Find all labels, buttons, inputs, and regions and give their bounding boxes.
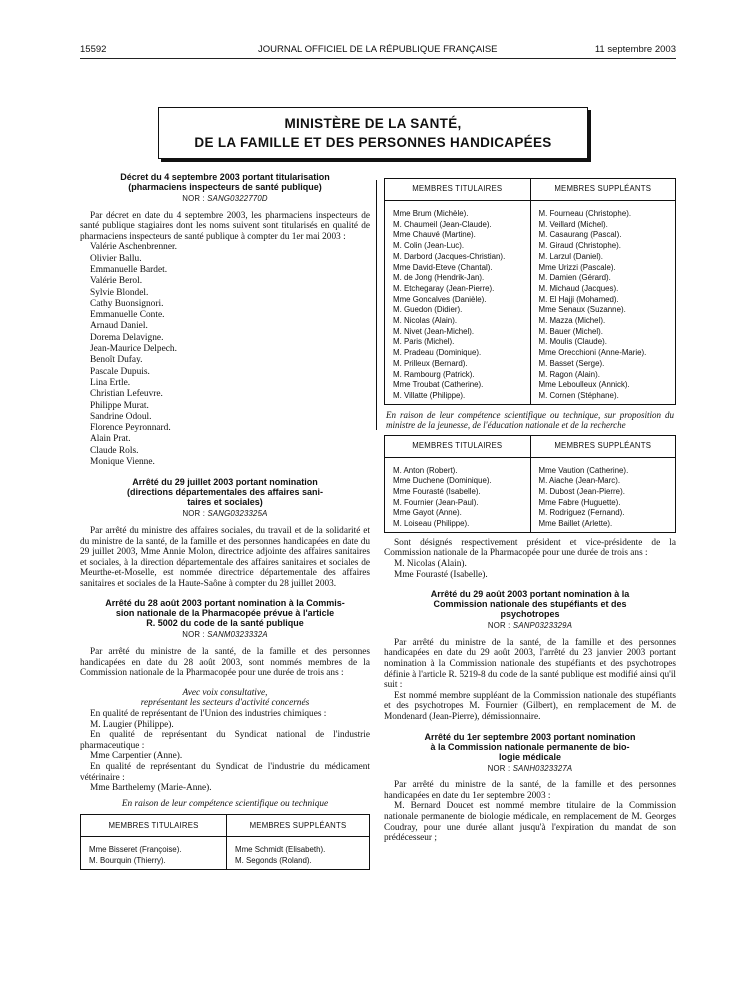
list-item: Emmanuelle Conte. bbox=[90, 310, 165, 321]
list-item: Olivier Ballu. bbox=[90, 253, 142, 264]
arrete1-title: Arrêté du 29 juillet 2003 portant nomination (directions départementales des affaires sani- taires et sociales) bbox=[126, 477, 324, 508]
arrete4-body-2: M. Bernard Doucet est nommé membre titulaire de la Commission nationale permanente de biologie médicale, en remplacement de M. Georges Coudray, pour une durée allant jusqu'à l'expiration du mandat de son prédécesseur ; bbox=[384, 801, 676, 844]
issue-date: 11 septembre 2003 bbox=[594, 44, 676, 55]
list-item: Monique Vienne. bbox=[90, 457, 155, 468]
rep-synd-pharma: En qualité de représentant du Syndicat national de l'industrie pharmaceutique : bbox=[80, 730, 370, 751]
list-item: Pascale Dupuis. bbox=[90, 366, 150, 377]
member-titulaire: Mme Troubat (Catherine). bbox=[393, 380, 484, 390]
member-titulaire: M. Colin (Jean-Luc). bbox=[393, 241, 465, 251]
arrete3-title: Arrêté du 29 août 2003 portant nomination à la Commission nationale des stupéfiants et des psychotropes bbox=[430, 589, 630, 620]
member-suppleant: M. Casaurang (Pascal). bbox=[538, 230, 622, 240]
arrete1-body: Par arrêté du ministre des affaires sociales, du travail et de la solidarité et du ministre de la santé, de la famille et des personnes handicapées en date du 29 juillet 2003, Mme Annie Molon, directrice adjointe des affaires sanitaires et sociales, à la direction départementale des affaires sanitaires et sociales de Meurthe-et-Moselle, est nommée directrice départementale des affaires sanitaires et sociales de la Haute-Saône à compter du 28 juillet 2003. bbox=[80, 525, 370, 589]
president-name: M. Nicolas (Alain). bbox=[394, 559, 467, 570]
member-titulaire: M. Guedon (Didier). bbox=[393, 305, 463, 315]
member-suppleant: M. Dubost (Jean-Pierre). bbox=[538, 487, 625, 497]
decret1-nor: NOR : SANG0322770D bbox=[182, 194, 268, 203]
member-suppleant: M. Veillard (Michel). bbox=[538, 219, 608, 229]
member-suppleant: M. Rodriguez (Fernand). bbox=[538, 508, 625, 518]
member-suppleant: M. Damien (Gérard). bbox=[538, 273, 611, 283]
member-suppleant: M. Giraud (Christophe). bbox=[538, 241, 621, 251]
right-column bbox=[384, 178, 676, 844]
ministry-line-2: DE LA FAMILLE ET DES PERSONNES HANDICAPÉES bbox=[194, 135, 552, 150]
member-titulaire: M. Chaumeil (Jean-Claude). bbox=[393, 219, 492, 229]
member-titulaire: M. Anton (Robert). bbox=[393, 465, 458, 475]
list-item: Christian Lefeuvre. bbox=[90, 389, 163, 400]
member-suppleant: M. El Hajji (Mohamed). bbox=[538, 294, 619, 304]
list-item: Dorema Delavigne. bbox=[90, 332, 164, 343]
member-suppleant: M. Aiache (Jean-Marc). bbox=[538, 476, 621, 486]
arrete3-nor: NOR : SANP0323329A bbox=[487, 621, 573, 631]
competence-heading: En raison de leur compétence scientifique ou technique bbox=[121, 798, 329, 809]
member-suppleant: Mme Orecchioni (Anne-Marie). bbox=[538, 348, 647, 358]
member-suppleant: M. Fourneau (Christophe). bbox=[538, 209, 632, 218]
decret1-name-list bbox=[80, 242, 370, 468]
member-titulaire: M. Fournier (Jean-Paul). bbox=[393, 497, 479, 507]
member-titulaire: M. Prilleux (Bernard). bbox=[393, 358, 468, 368]
rep-union-chimiques: En qualité de représentant de l'Union des industries chimiques : bbox=[90, 709, 327, 720]
member-titulaire: Mme Brum (Michèle). bbox=[393, 209, 469, 218]
column-divider bbox=[376, 180, 377, 430]
list-item: Cathy Buonsignori. bbox=[90, 298, 164, 309]
decret1-title: Décret du 4 septembre 2003 portant titularisation (pharmaciens inspecteurs de santé publique) bbox=[120, 172, 330, 192]
member-suppleant: M. Mazza (Michel). bbox=[538, 316, 606, 326]
member-suppleant: Mme Leboulleux (Annick). bbox=[538, 380, 630, 390]
member-suppleant: Mme Vaution (Catherine). bbox=[538, 465, 629, 475]
member-suppleant: M. Bauer (Michel). bbox=[538, 326, 603, 336]
arrete4-nor: NOR : SANH0323327A bbox=[487, 763, 573, 773]
member-suppleant: M. Cornen (Stéphane). bbox=[538, 390, 619, 400]
member-titulaire: M. Darbord (Jacques-Christian). bbox=[393, 251, 506, 261]
designes-text: Sont désignés respectivement président et vice-présidente de la Commission nationale de la Pharmacopée pour une durée de trois ans : bbox=[384, 537, 676, 559]
arrete1-nor: NOR : SANG0323325A bbox=[182, 509, 268, 519]
jeunesse-heading: En raison de leur compétence scientifique ou technique, sur proposition du ministre de la jeunesse, de l'éducation nationale et de la recherche bbox=[386, 409, 674, 430]
member-titulaire: Mme Gayot (Anne). bbox=[393, 508, 462, 518]
member-titulaire: Mme Fourasté (Isabelle). bbox=[393, 487, 481, 497]
list-item: Benoît Dufay. bbox=[90, 355, 143, 366]
member-titulaire: M. Paris (Michel). bbox=[393, 337, 455, 347]
running-header bbox=[80, 44, 676, 58]
header-rule bbox=[80, 58, 676, 59]
list-item: Florence Peyronnard. bbox=[90, 423, 171, 434]
col-titulaires: MEMBRES TITULAIRES bbox=[81, 815, 227, 837]
member-titulaire: Mme Goncalves (Danièle). bbox=[393, 294, 487, 304]
member-suppleant: Mme Senaux (Suzanne). bbox=[538, 305, 626, 315]
rep-union-name: M. Laugier (Philippe). bbox=[90, 719, 174, 730]
arrete2-nor: NOR : SANM0323332A bbox=[182, 630, 268, 640]
member-suppleant: Mme Baillet (Arlette). bbox=[538, 519, 613, 529]
member-titulaire: Mme Chauvé (Martine). bbox=[393, 230, 476, 240]
vice-president-name: Mme Fourasté (Isabelle). bbox=[394, 569, 488, 580]
rep-synd-pharma-name: Mme Carpentier (Anne). bbox=[90, 751, 183, 762]
member-titulaire: Mme David-Eteve (Chantal). bbox=[393, 262, 493, 272]
list-item: Jean-Maurice Delpech. bbox=[90, 344, 177, 355]
member-titulaire: M. Loiseau (Philippe). bbox=[393, 519, 470, 529]
member-suppleant: Mme Fabre (Huguette). bbox=[538, 497, 621, 507]
consult-heading-2: représentant les secteurs d'activité concernés bbox=[140, 698, 310, 709]
member-suppleant: M. Basset (Serge). bbox=[538, 358, 605, 368]
member-titulaire: M. Nivet (Jean-Michel). bbox=[393, 326, 475, 336]
arrete2-body: Par arrêté du ministre de la santé, de la famille et des personnes handicapées en date du 28 août 2003, sont nommés membres de la Commission nationale de la Pharmacopée pour une durée de trois ans : bbox=[80, 647, 370, 679]
arrete2-title: Arrêté du 28 août 2003 portant nomination à la Commis- sion nationale de la Pharmacopée prévue à l'article R. 5002 du code de la santé publique bbox=[105, 598, 345, 629]
member-titulaire: M. Pradeau (Dominique). bbox=[393, 348, 482, 358]
rep-synd-veto-name: Mme Barthelemy (Marie-Anne). bbox=[90, 783, 212, 794]
col-suppleants: MEMBRES SUPPLÉANTS bbox=[227, 815, 370, 837]
member-suppleant: M. Ragon (Alain). bbox=[538, 369, 600, 379]
page-number: 15592 bbox=[80, 44, 107, 55]
rep-synd-veto: En qualité de représentant du Syndicat de l'industrie du médicament vétérinaire : bbox=[80, 762, 370, 783]
member-titulaire: M. Rambourg (Patrick). bbox=[393, 369, 475, 379]
members-table-2: MEMBRES TITULAIRES MEMBRES SUPPLÉANTS M. Anton (Robert). Mme Duchene (Dominique). Mme Fourasté (Isabelle). M. Fournier (Jean-Paul). Mme Gayot (Anne). M. Loiseau (Philippe). Mme Vaution (Catherine). M. Aiache (Jean-Marc). M. Dubost (Jean-Pierre). Mme Fabre (Huguette). M. Rodriguez (Fernand). Mme Baillet (Arlette). bbox=[384, 435, 676, 533]
members-table-left: MEMBRES TITULAIRES MEMBRES SUPPLÉANTS Mme Bisseret (Françoise). M. Bourquin (Thierry). Mme Schmidt (Elisabeth). M. Segonds (Roland). bbox=[80, 814, 370, 869]
list-item: Emmanuelle Bardet. bbox=[90, 264, 168, 275]
list-item: Sylvie Blondel. bbox=[90, 287, 149, 298]
member-titulaire: M. Villatte (Philippe). bbox=[393, 390, 466, 400]
member-suppleant: Mme Urizzi (Pascale). bbox=[538, 262, 616, 272]
member-suppleant: M. Larzul (Daniel). bbox=[538, 251, 603, 261]
arrete3-body-1: Par arrêté du ministre de la santé, de la famille et des personnes handicapées en date du 29 août 2003, l'arrêté du 23 janvier 2003 portant nomination à la Commission nationale des stupéfiants et des psychotropes définie à l'article R. 5219-8 du code de la santé publique est modifié ainsi qu'il suit : bbox=[384, 637, 676, 691]
arrete4-body-1: Par arrêté du ministre de la santé, de la famille et des personnes handicapées en date du 1er septembre 2003 : bbox=[384, 780, 676, 801]
arrete4-title: Arrêté du 1er septembre 2003 portant nomination à la Commission nationale permanente de bio- logie médicale bbox=[424, 731, 636, 762]
journal-title: JOURNAL OFFICIEL DE LA RÉPUBLIQUE FRANÇAISE bbox=[258, 44, 498, 55]
list-item: Alain Prat. bbox=[90, 434, 131, 445]
decret1-body: Par décret en date du 4 septembre 2003, les pharmaciens inspecteurs de santé publique stagiaires dont les noms suivent sont titularisés en qualité de pharmaciens inspecteurs de santé publique à compter du 1er mai 2003 : bbox=[80, 210, 370, 242]
arrete3-body-2: Est nommé membre suppléant de la Commission nationale des stupéfiants et des psychotropes M. Fournier (Gilbert), en remplacement de M. de Mondenard (Jean-Pierre), démissionnaire. bbox=[384, 690, 676, 722]
left-column bbox=[80, 172, 370, 870]
member-titulaire: M. de Jong (Hendrik-Jan). bbox=[393, 273, 485, 283]
member-titulaire: M. Etchegaray (Jean-Pierre). bbox=[393, 283, 495, 293]
ministry-box bbox=[158, 107, 588, 159]
list-item: Lina Ertle. bbox=[90, 377, 131, 388]
member-suppleant: M. Michaud (Jacques). bbox=[538, 283, 619, 293]
list-item: Claude Rols. bbox=[90, 445, 139, 456]
consult-heading-1: Avec voix consultative, bbox=[182, 687, 268, 698]
ministry-line-1: MINISTÈRE DE LA SANTÉ, bbox=[284, 116, 462, 131]
list-item: Valérie Berol. bbox=[90, 276, 143, 287]
list-item: Philippe Murat. bbox=[90, 400, 149, 411]
member-titulaire: M. Nicolas (Alain). bbox=[393, 316, 458, 326]
member-titulaire: Mme Duchene (Dominique). bbox=[393, 476, 492, 486]
list-item: Sandrine Odoul. bbox=[90, 411, 152, 422]
member-suppleant: M. Moulis (Claude). bbox=[538, 337, 607, 347]
list-item: Valérie Aschenbrenner. bbox=[90, 242, 177, 253]
members-table-1: MEMBRES TITULAIRES MEMBRES SUPPLÉANTS Mme Brum (Michèle). M. Chaumeil (Jean-Claude). Mme Chauvé (Martine). M. Colin (Jean-Luc). M. Darbord (Jacques-Christian). Mme David-Eteve (Chantal). M. de Jong (Hendrik-Jan). M. Etchegaray (Jean-Pierre). Mme Goncalves (Danièle). M. Guedon (Didier). M. Nicolas (Alain). M. Nivet (Jean-Michel). M. Paris (Michel). M. Pradeau (Dominique). M. Prilleux (Bernard). M. Rambourg (Patrick). Mme Troubat (Catherine). M. Villatte (Philippe). M. Fourneau (Christophe). M. Veillard (Michel). M. Casaurang (Pascal). M. Giraud (Christophe). M. Larzul (Daniel). Mme Urizzi (Pascale). M. Damien (Gérard). M. Michaud (Jacques). M. El Hajji (Mohamed). Mme Senaux (Suzanne). M. Mazza (Michel). M. Bauer (Michel). M. Moulis (Claude). Mme Orecchioni (Anne-Marie). M. Basset (Serge). M. Ragon (Alain). Mme Leboulleux (Annick). M. Cornen (Stéphane). bbox=[384, 178, 676, 405]
list-item: Arnaud Daniel. bbox=[90, 321, 148, 332]
